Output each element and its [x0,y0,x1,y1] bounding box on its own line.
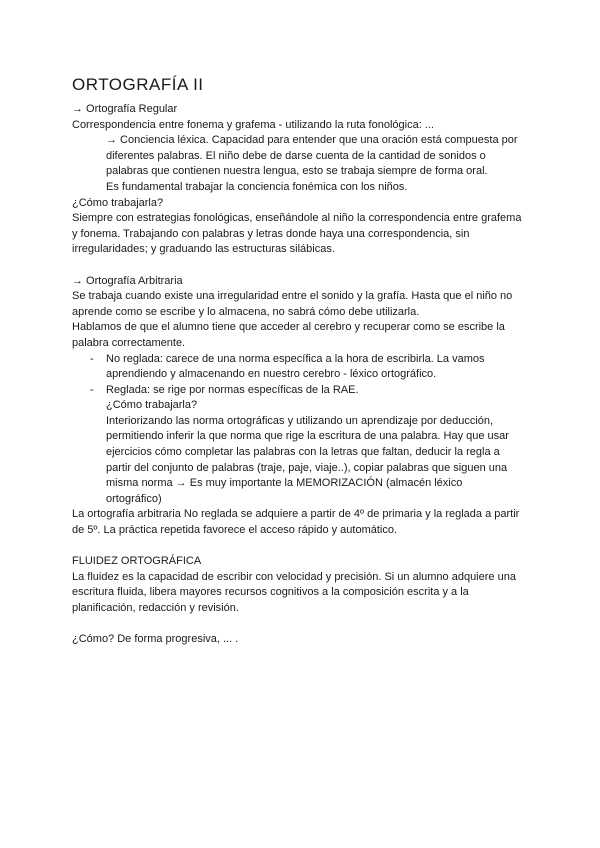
arbitraria-closing-line: La ortografía arbitraria No reglada se adquiere a partir de 4º de primaria y la reglada a partir [72,508,520,521]
arbitraria-intro-line: palabra correctamente. [72,336,186,349]
bullet-text: aprendiendo y almacenando en nuestro cerebro - léxico ortográfico. [106,368,437,381]
bullet-text: No reglada: carece de una norma específica a la hora de escribirla. La vamos [106,352,485,365]
list-item-reglada [72,383,532,399]
arbitraria-intro-line: Se trabaja cuando existe una irregularidad entre el sonido y la grafía. Hasta que el niño no [72,290,513,303]
spacer [72,539,532,555]
bullet-text: ortográfico) [106,492,162,505]
regular-answer-line: y fonema. Trabajando con palabras y letras donde haya una correspondencia, sin [72,227,470,240]
document-page [72,74,532,648]
arbitraria-closing-line: de 5º. La práctica repetida favorece el acceso rápido y automático. [72,524,398,537]
bullet-text: permitiendo inferir la que norma que rige la escritura de una palabra. Hay que usar [106,430,509,443]
arbitraria-intro-line: aprende como se escribe y lo almacena, no sabrá cómo debe utilizarla. [72,305,420,318]
section-heading-arbitraria: → Ortografía Arbitraria [72,274,183,287]
regular-answer-line: Siempre con estrategias fonológicas, enseñándole al niño la correspondencia entre grafema [72,212,522,225]
bullet-dash: - [90,352,94,365]
bullet-text: partir del conjunto de palabras (traje, paje, viaje..), copiar palabras que siguen una [106,461,508,474]
conciencia-line: palabras que contienen nuestra lengua, esto se trabaja siempre de forma oral. [106,165,488,178]
section-heading-fluidez: FLUIDEZ ORTOGRÁFICA [72,555,202,568]
fluidez-text-line: La fluidez es la capacidad de escribir con velocidad y precisión. Si un alumno adquiere una [72,570,516,583]
fluidez-text-line: escritura fluida, libera mayores recursos cognitivos a la composición escrita y a la [72,586,469,599]
bullet-dash: - [90,383,94,396]
conciencia-line: diferentes palabras. El niño debe de darse cuenta de la cantidad de sonidos o [106,149,486,162]
bullet-text: ejercicios cómo completar las palabras con la letras que faltan, deducir la regla a [106,446,500,459]
regular-intro: Correspondencia entre fonema y grafema - utilizando la ruta fonológica: ... [72,118,434,131]
bullet-text: Interiorizando las norma ortográficas y utilizando un aprendizaje por deducción, [106,414,494,427]
regular-answer-line: irregularidades; y graduando las estructuras silábicas. [72,243,335,256]
conciencia-line: Es fundamental trabajar la conciencia fonémica con los niños. [106,180,408,193]
conciencia-line: → Conciencia léxica. Capacidad para entender que una oración está compuesta por [106,134,518,147]
spacer [72,617,532,633]
regular-question: ¿Cómo trabajarla? [72,196,164,209]
bullet-text: Reglada: se rige por normas específicas de la RAE. [106,383,359,396]
bullet-text: misma norma → Es muy importante la MEMORIZACIÓN (almacén léxico [106,477,463,490]
list-item-no-reglada [72,352,532,368]
fluidez-text-line: planificación, redacción y revisión. [72,602,239,614]
bullet-text: ¿Cómo trabajarla? [106,399,198,412]
arbitraria-intro-line: Hablamos de que el alumno tiene que acceder al cerebro y recuperar como se escribe la [72,321,505,334]
section-heading-regular: → Ortografía Regular [72,103,178,115]
page-title: ORTOGRAFÍA II [72,75,204,94]
fluidez-question: ¿Cómo? De forma progresiva, ... . [72,633,239,646]
spacer [72,258,532,274]
